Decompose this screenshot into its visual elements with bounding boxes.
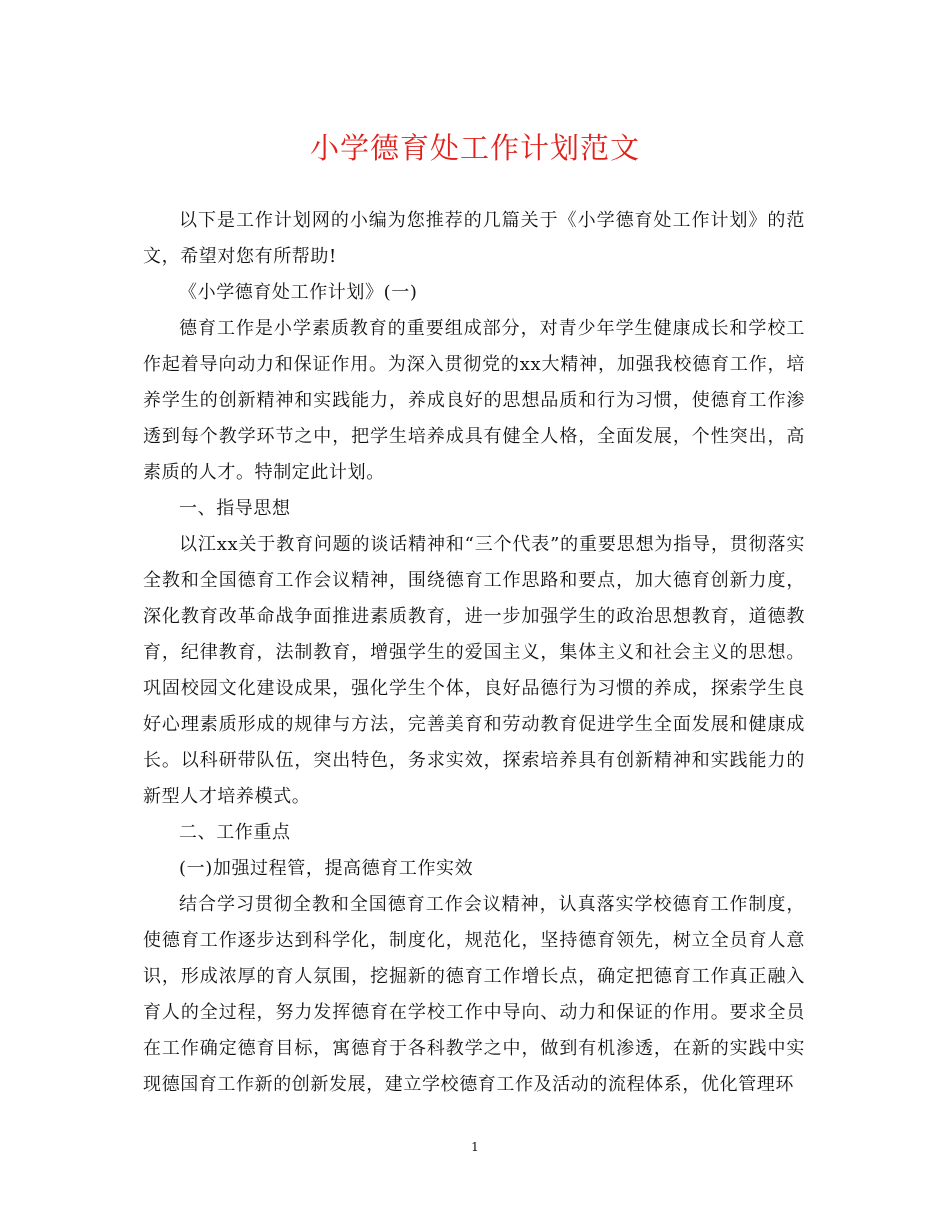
intro-paragraph: 以下是工作计划网的小编为您推荐的几篇关于《小学德育处工作计划》的范文，希望对您有所帮助!	[143, 210, 805, 267]
body-paragraph: 以江xx关于教育问题的谈话精神和“三个代表”的重要思想为指导，贯彻落实全教和全国德育工作会议精神，围绕德育工作思路和要点，加大德育创新力度，深化教育改革命战争面推进素质教育，进一步加强学生的政治思想教育，道德教育，纪律教育，法制教育，增强学生的爱国主义，集体主义和社会主义的思想。巩固校园文化建设成果，强化学生个体，良好品德行为习惯的养成，探索学生良好心理素质形成的规律与方法，完善美育和劳动教育促进学生全面发展和健康成长。以科研带队伍，突出特色，务求实效，探索培养具有创新精神和实践能力的新型人才培养模式。	[143, 534, 805, 807]
document-body	[143, 203, 805, 1103]
subsection-heading: (一)加强过程管，提高德育工作实效	[179, 858, 474, 879]
page-number: 1	[471, 1140, 479, 1154]
document-title: 小学德育处工作计划范文	[309, 131, 640, 165]
section-heading-work-focus: 二、工作重点	[179, 822, 291, 843]
section-heading-guiding-ideology: 一、指导思想	[179, 498, 291, 519]
body-paragraph: 结合学习贯彻全教和全国德育工作会议精神，认真落实学校德育工作制度，使德育工作逐步达到科学化，制度化，规范化，坚持德育领先，树立全员育人意识，形成浓厚的育人氛围，挖掘新的德育工作增长点，确定把德育工作真正融入育人的全过程，努力发挥德育在学校工作中导向、动力和保证的作用。要求全员在工作确定德育目标，寓德育于各科教学之中，做到有机渗透，在新的实践中实现德国育工作新的创新发展，建立学校德育工作及活动的流程体系，优化管理环	[143, 894, 805, 1095]
section-heading-plan-one: 《小学德育处工作计划》(一)	[179, 282, 418, 303]
body-paragraph: 德育工作是小学素质教育的重要组成部分，对青少年学生健康成长和学校工作起着导向动力和保证作用。为深入贯彻党的xx大精神，加强我校德育工作，培养学生的创新精神和实践能力，养成良好的思想品质和行为习惯，使德育工作渗透到每个教学环节之中，把学生培养成具有健全人格，全面发展，个性突出，高素质的人才。特制定此计划。	[143, 318, 805, 483]
